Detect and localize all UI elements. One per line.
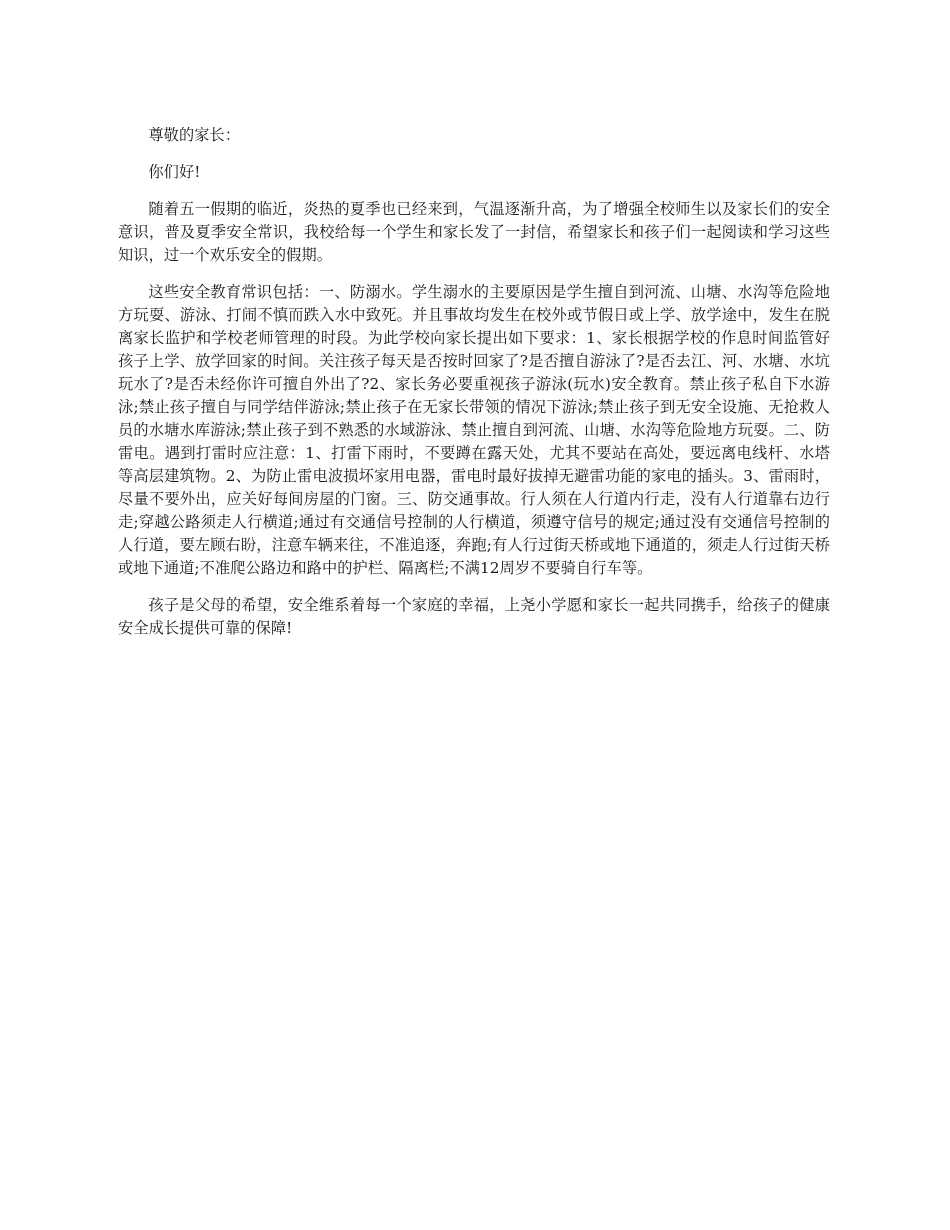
paragraph-closing: 孩子是父母的希望，安全维系着每一个家庭的幸福，上尧小学愿和家长一起共同携手，给孩子的健康安全成长提供可靠的保障! — [118, 596, 830, 637]
letter-body — [118, 124, 830, 654]
paragraph-content: 这些安全教育常识包括：一、防溺水。学生溺水的主要原因是学生擅自到河流、山塘、水沟等危险地方玩耍、游泳、打闹不慎而跌入水中致死。并且事故均发生在校外或节假日或上学、放学途中，发生在脱离家长监护和学校老师管理的时段。为此学校向家长提出如下要求：1、家长根据学校的作息时间监管好孩子上学、放学回家的时间。关注孩子每天是否按时回家了?是否擅自游泳了?是否去江、河、水塘、水坑玩水了?是否未经你许可擅自外出了?2、家长务必要重视孩子游泳(玩水)安全教育。禁止孩子私自下水游泳;禁止孩子擅自与同学结伴游泳;禁止孩子在无家长带领的情况下游泳;禁止孩子到无安全设施、无抢救人员的水塘水库游泳;禁止孩子到不熟悉的水域游泳、禁止擅自到河流、山塘、水沟等危险地方玩耍。二、防雷电。遇到打雷时应注意：1、打雷下雨时，不要蹲在露天处，尤其不要站在高处，要远离电线杆、水塔等高层建筑物。2、为防止雷电波损坏家用电器，雷电时最好拔掉无避雷功能的家电的插头。3、雷雨时，尽量不要外出，应关好每间房屋的门窗。三、防交通事故。行人须在人行道内行走，没有人行道靠右边行走;穿越公路须走人行横道;通过有交通信号控制的人行横道，须遵守信号的规定;通过没有交通信号控制的人行道，要左顾右盼，注意车辆来往，不准追逐，奔跑;有人行过街天桥或地下通道的，须走人行过街天桥或地下通道;不准爬公路边和路中的护栏、隔离栏;不满12周岁不要骑自行车等。 — [118, 283, 830, 577]
greeting: 尊敬的家长： — [148, 126, 241, 144]
paragraph-intro: 随着五一假期的临近，炎热的夏季也已经来到，气温逐渐升高，为了增强全校师生以及家长们的安全意识，普及夏季安全常识，我校给每一个学生和家长发了一封信，希望家长和孩子们一起阅读和学习这些知识，过一个欢乐安全的假期。 — [118, 200, 830, 264]
salutation: 你们好! — [148, 163, 201, 181]
